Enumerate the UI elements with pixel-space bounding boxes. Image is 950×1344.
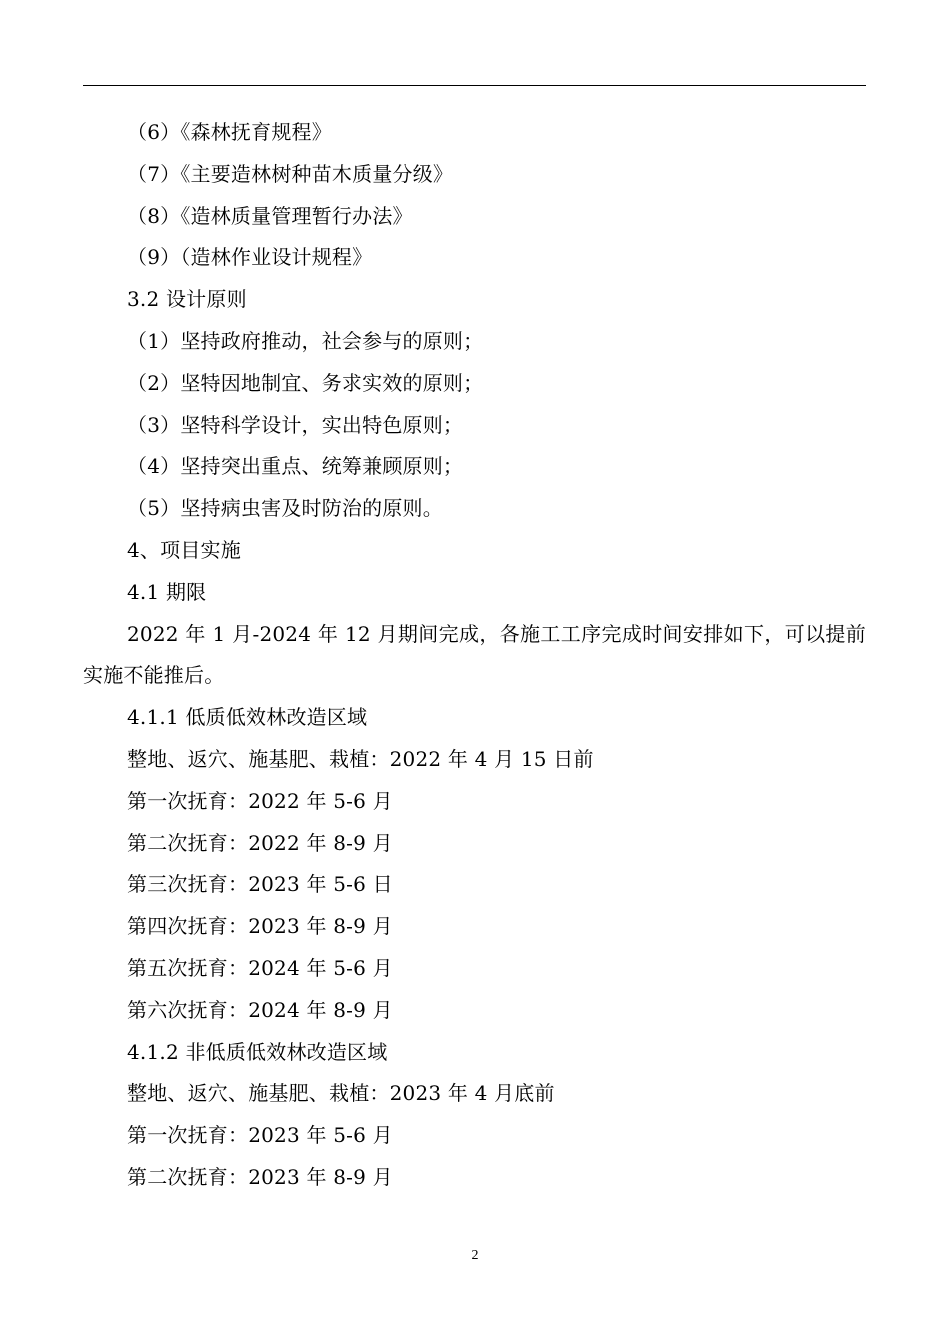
schedule-item: 第二次抚育：2023 年 8-9 月 — [127, 1164, 393, 1189]
principle-item-1: （1）坚持政府推动，社会参与的原则； — [127, 328, 484, 353]
reference-item-8: （8）《造林质量管理暂行办法》 — [127, 203, 413, 228]
schedule-item: 第六次抚育：2024 年 8-9 月 — [127, 997, 393, 1022]
principle-item-4: （4）坚持突出重点、统筹兼顾原则； — [127, 454, 464, 479]
reference-item-7: （7）《主要造林树种苗木质量分级》 — [127, 161, 454, 186]
reference-item-6: （6）《森林抚育规程》 — [127, 120, 332, 144]
section-heading-4: 4、项目实施 — [127, 537, 241, 562]
schedule-item: 第四次抚育：2023 年 8-9 月 — [127, 914, 393, 939]
schedule-item: 第一次抚育：2023 年 5-6 月 — [127, 1123, 393, 1148]
schedule-item: 整地、返穴、施基肥、栽植：2023 年 4 月底前 — [127, 1081, 555, 1106]
header-rule — [83, 85, 866, 86]
section-heading-4-1-2: 4.1.2 非低质低效林改造区域 — [127, 1039, 388, 1064]
schedule-item: 第一次抚育：2022 年 5-6 月 — [127, 788, 393, 813]
section-heading-4-1: 4.1 期限 — [127, 579, 207, 604]
schedule-paragraph: 2022 年 1 月-2024 年 12 月期间完成，各施工工序完成时间安排如下，可以提前实施不能推后。 — [83, 621, 866, 688]
page-number: 2 — [471, 1248, 479, 1263]
reference-item-9: （9）（造林作业设计规程》 — [127, 245, 373, 270]
section-heading-3-2: 3.2 设计原则 — [127, 287, 247, 312]
schedule-item: 第五次抚育：2024 年 5-6 月 — [127, 955, 393, 980]
principle-item-3: （3）坚特科学设计，实出特色原则； — [127, 412, 464, 437]
principle-item-5: （5）坚持病虫害及时防治的原则。 — [127, 496, 443, 521]
schedule-item: 第二次抚育：2022 年 8-9 月 — [127, 830, 393, 855]
section-heading-4-1-1: 4.1.1 低质低效林改造区域 — [127, 705, 368, 730]
schedule-item: 第三次抚育：2023 年 5-6 日 — [127, 872, 393, 897]
principle-item-2: （2）坚特因地制宜、务求实效的原则； — [127, 370, 484, 395]
schedule-item: 整地、返穴、施基肥、栽植：2022 年 4 月 15 日前 — [127, 746, 594, 771]
document-body — [83, 112, 866, 1199]
